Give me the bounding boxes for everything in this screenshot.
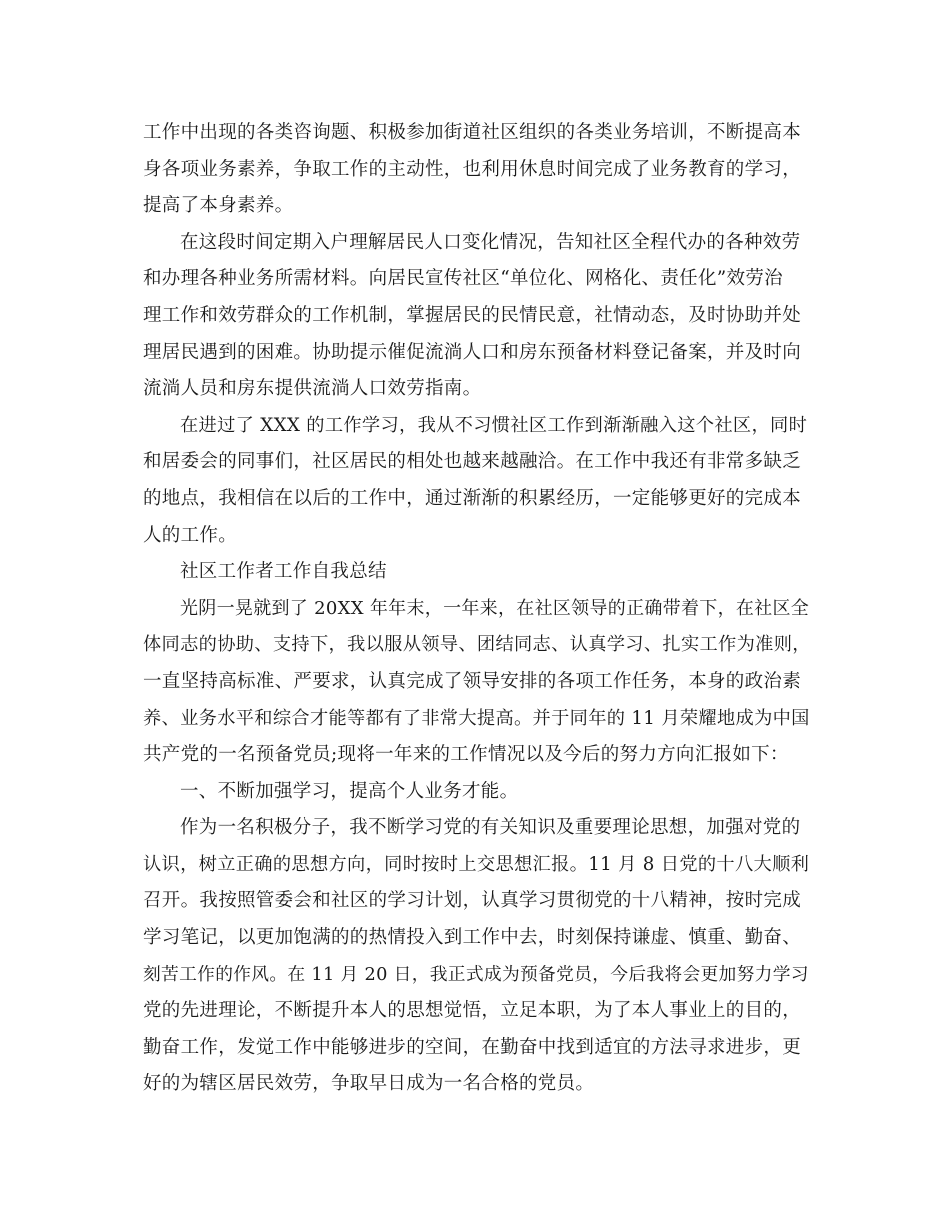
text-line: 一、不断加强学习，提高个人业务才能。 [180, 780, 519, 802]
text-line: 人的工作。 [143, 524, 238, 546]
text-line: 党的先进理论，不断提升本人的思想觉悟，立足本职，为了本人事业上的目的， [143, 1000, 802, 1022]
text-line: 刻苦工作的作风。在 11 月 20 日，我正式成为预备党员，今后我将会更加努力学习 [143, 964, 809, 985]
text-line: 社区工作者工作自我总结 [180, 561, 387, 583]
text-line: 共产党的一名预备党员;现将一年来的工作情况以及今后的努力方向汇报如下： [143, 744, 789, 766]
document-body [143, 115, 811, 1103]
text-line: 理居民遇到的困难。协助提示催促流淌人口和房东预备材料登记备案，并及时向 [143, 341, 802, 363]
text-line: 一直坚持高标准、严要求，认真完成了领导安排的各项工作任务，本身的政治素 [143, 670, 802, 692]
text-line: 认识，树立正确的思想方向，同时按时上交思想汇报。11 月 8 日党的十八大顺利 [143, 853, 810, 875]
text-line: 的地点，我相信在以后的工作中，通过渐渐的积累经历，一定能够更好的完成本 [143, 487, 802, 509]
text-line: 和办理各种业务所需材料。向居民宣传社区“单位化、网格化、责任化”效劳治 [143, 268, 783, 290]
text-line: 身各项业务素养，争取工作的主动性，也利用休息时间完成了业务教育的学习， [143, 158, 802, 180]
text-line: 在这段时间定期入户理解居民人口变化情况，告知社区全程代办的各种效劳 [180, 231, 801, 253]
text-line: 作为一名积极分子，我不断学习党的有关知识及重要理论思想，加强对党的 [180, 817, 801, 839]
text-line: 勤奋工作，发觉工作中能够进步的空间，在勤奋中找到适宜的方法寻求进步，更 [143, 1036, 802, 1058]
text-line: 养、业务水平和综合才能等都有了非常大提高。并于同年的 11 月荣耀地成为中国 [143, 707, 810, 729]
text-line: 召开。我按照管委会和社区的学习计划，认真学习贯彻党的十八精神，按时完成 [143, 890, 802, 912]
text-line: 理工作和效劳群众的工作机制，掌握居民的民情民意，社情动态，及时协助并处 [143, 304, 802, 326]
text-line: 工作中出现的各类咨询题、积极参加街道社区组织的各类业务培训，不断提高本 [143, 122, 802, 143]
text-line: 在进过了 XXX 的工作学习，我从不习惯社区工作到渐渐融入这个社区，同时 [180, 414, 808, 436]
text-line: 流淌人员和房东提供流淌人口效劳指南。 [143, 378, 482, 400]
text-line: 和居委会的同事们，社区居民的相处也越来越融洽。在工作中我还有非常多缺乏 [143, 451, 802, 473]
text-line: 学习笔记，以更加饱满的的热情投入到工作中去，时刻保持谦虚、慎重、勤奋、 [143, 927, 802, 949]
text-line: 提高了本身素养。 [143, 195, 294, 217]
text-line: 好的为辖区居民效劳，争取早日成为一名合格的党员。 [143, 1073, 595, 1095]
text-line: 光阴一晃就到了 20XX 年年末，一年来，在社区领导的正确带着下，在社区全 [180, 597, 810, 619]
text-line: 体同志的协助、支持下，我以服从领导、团结同志、认真学习、扎实工作为准则， [143, 634, 811, 656]
